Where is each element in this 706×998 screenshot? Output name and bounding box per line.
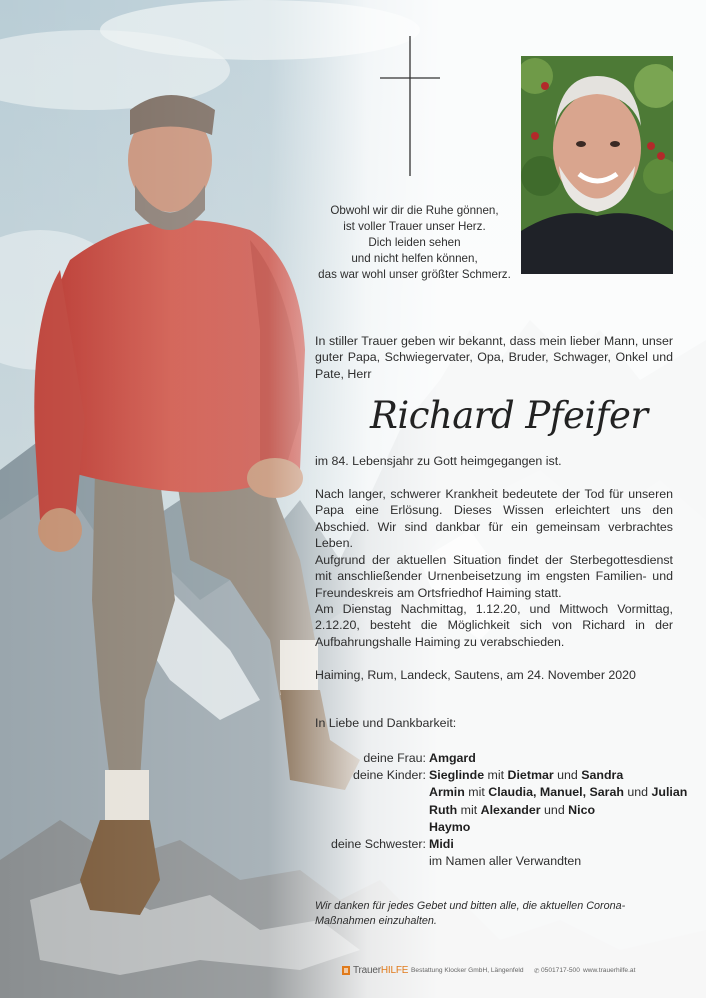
phone-number: 0501717-500 <box>541 967 580 974</box>
grandchild-name: Nico <box>568 802 596 817</box>
poem-line: und nicht helfen können, <box>351 252 478 265</box>
grandchild-name: Claudia, <box>488 785 537 800</box>
child-name: Armin <box>429 785 465 800</box>
deceased-name: Richard Pfeifer <box>370 394 648 437</box>
joiner: mit <box>468 785 485 800</box>
poem-line: Obwohl wir dir die Ruhe gönnen, <box>330 204 499 217</box>
joiner: und <box>557 768 578 783</box>
grandchild-name: Julian <box>651 785 688 800</box>
poem-line: Dich leiden sehen <box>368 236 461 249</box>
portrait-photo <box>521 56 673 274</box>
child-name: Sieglinde <box>429 768 485 783</box>
grandchild-name: Sarah <box>589 785 624 800</box>
trauerhilfe-logo-icon <box>342 966 350 975</box>
brand-logo: TrauerHILFE <box>353 965 409 976</box>
relief-paragraph: Nach langer, schwerer Krankheit bedeutete der Tod für unseren Papa eine Erlösung. Dieses Wissen erleichtert uns den Abschied. Wir sind dankbar für ein gemeinsam verbrachtes Leben. <box>315 487 673 551</box>
service-paragraph: Aufgrund der aktuellen Situation findet der Sterbegottesdienst mit anschließender Urnenbeisetzung im engsten Familien- und Freundeskreis am Ortsfriedhof Haiming statt. <box>315 553 673 600</box>
joiner: und <box>544 802 565 817</box>
relatives-text: im Namen aller Verwandten <box>429 854 582 869</box>
sister-label: deine Schwester: <box>330 836 426 851</box>
partner-name: Dietmar <box>507 768 554 783</box>
poem-line: das war wohl unser größter Schmerz. <box>318 268 511 281</box>
intro-text: In stiller Trauer geben wir bekannt, dass mein lieber Mann, unser guter Papa, Schwiegervater, Opa, Bruder, Schwager, Onkel und Pate, Herr <box>315 334 673 381</box>
viewing-paragraph: Am Dienstag Nachmittag, 1.12.20, und Mittwoch Vormittag, 2.12.20, besteht die Möglichkeit sich von Richard in der Aufbahrungshalle Haiming zu verabschieden. <box>315 602 673 649</box>
website-link[interactable]: www.trauerhilfe.at <box>583 967 636 974</box>
poem <box>312 203 517 283</box>
footer <box>342 964 672 980</box>
sister-name: Midi <box>429 836 454 851</box>
child-name: Ruth <box>429 802 458 817</box>
partner-name: Alexander <box>480 802 541 817</box>
child-name: Haymo <box>429 819 471 834</box>
joiner: mit <box>460 802 478 817</box>
wife-label: deine Frau: <box>363 751 426 765</box>
phone-icon: ✆ <box>534 968 540 975</box>
joiner: mit <box>487 768 505 783</box>
wife-name: Amgard <box>429 751 476 765</box>
company-name: Bestattung Klocker GmbH, Längenfeld <box>411 967 524 974</box>
love-line: In Liebe und Dankbarkeit: <box>315 716 457 730</box>
children-label: deine Kinder: <box>352 768 426 783</box>
closing-note: Wir danken für jedes Gebet und bitten alle, die aktuellen Corona-Maßnahmen einzuhalten. <box>315 900 626 927</box>
poem-line: ist voller Trauer unser Herz. <box>343 220 486 233</box>
cross-icon <box>380 36 440 176</box>
grandchild-name: Sandra <box>581 768 624 783</box>
place-date: Haiming, Rum, Landeck, Sautens, am 24. November 2020 <box>315 668 636 682</box>
joiner: und <box>627 785 649 800</box>
age-text: im 84. Lebensjahr zu Gott heimgegangen ist. <box>315 454 562 468</box>
grandchild-name: Manuel, <box>539 785 587 800</box>
